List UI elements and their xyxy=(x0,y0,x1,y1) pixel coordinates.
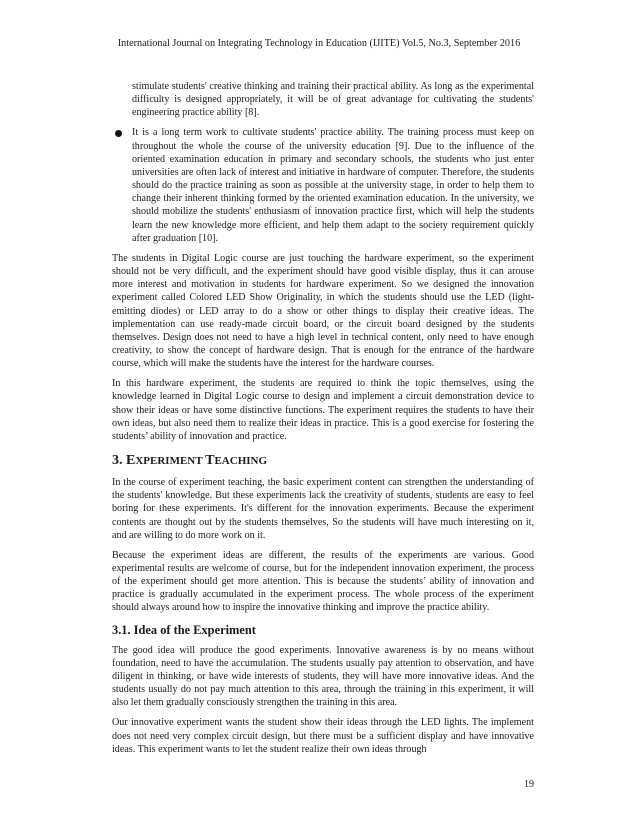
running-header: International Journal on Integrating Technology in Education (IJITE) Vol.5, No.3, September 2016 xyxy=(117,38,521,49)
paragraph: In this hardware experiment, the students are required to think the topic themselves, using the knowledge learned in Digital Logic course to design and implement a circuit demonstration device to show their ideas or have some distinctive functions. The experiment requires the students to have their own ideas, but also need them to realize their ideas in practice. This is a good exercise for fostering the students’ ability of innovation and practice. xyxy=(112,378,534,442)
continuation-paragraph: stimulate students' creative thinking and training their practical ability. As long as the experimental difficulty is designed appropriately, it will be of great advantage for cultivating the students' engineering practice ability [8]. xyxy=(132,81,534,119)
subsection-heading: 3.1. Idea of the Experiment xyxy=(112,622,256,637)
paragraph: Our innovative experiment wants the student show their ideas through the LED lights. The implement does not need very complex circuit design, but there must be a sufficient display and have innovative ideas. This experiment wants to let the student realize their own ideas through xyxy=(112,717,534,755)
bullet-item-text: It is a long term work to cultivate students' practice ability. The training process must keep on throughout the whole the course of the university education [9]. Due to the influence of the oriented examination education in primary and secondary schools, the students who just enter universities are often lack of interest and initiative in hardware of computer. Therefore, the students should do the practice training as soon as possible at the university stage, in order to help them to change their inherent thinking formed by the oriented examination education. In the university, we should mobilize the students' enthusiasm of innovation practice first, which will help the students learn the new knowledge more efficient, and help them adapt to the society requirement quickly after graduation [10]. xyxy=(132,127,534,244)
paragraph: The students in Digital Logic course are just touching the hardware experiment, so the experiment should not be very difficult, and the experiment should have good visible display, thus it can arouse more interest and motivation in students for hardware experiment. So we designed the innovation experiment called Colored LED Show Originality, in which the students should use the LED (light-emitting diodes) or LED array to do a show or other things to display their creative ideas. The implementation can use ready-made circuit board, or the circuit board designed by the students themselves. Design does not need to have a high level in technical content, only need to have enough creativity, to show the concept of hardware design. That is enough for the entrance of the hardware course, which will make the students have the interest for the hardware courses. xyxy=(112,252,534,370)
bullet-dot-icon xyxy=(115,130,122,137)
section-heading: 3. EXPERIMENT TEACHING xyxy=(112,453,268,469)
paragraph: The good idea will produce the good experiments. Innovative awareness is by no means without foundation, need to have the accumulation. The students usually pay attention to observation, and have diligent in thinking, or have wide interests of students, they will have more innovative ideas. And the students usually do not pay much attention to this area, through the training in this experiment, it will also let them gradually consciously strengthen the training in this area. xyxy=(112,644,534,709)
page-number: 19 xyxy=(524,779,534,790)
section-number: 3. xyxy=(112,453,126,469)
paragraph: Because the experiment ideas are different, the results of the experiments are various. Good experimental results are welcome of course, but for the independent innovation experiment, the process of the experiment should get more attention. This is because the students’ ability of innovation and practice is gradually accumulated in the experiment process. The whole process of the experiment should always around how to inspire the innovative thinking and improve the practice ability. xyxy=(112,549,534,614)
bullet-item xyxy=(112,126,534,244)
body-text xyxy=(112,80,534,763)
paragraph: In the course of experiment teaching, the basic experiment content can strengthen the understanding of the students' knowledge. But these experiments lack the creativity of students, students are easy to feel boring for these experiments. It's different for the innovation experiments. Because the experiment contents are thought out by the students themselves, So the students will have much interesting on it, and are willing to do more work on it. xyxy=(112,477,534,541)
